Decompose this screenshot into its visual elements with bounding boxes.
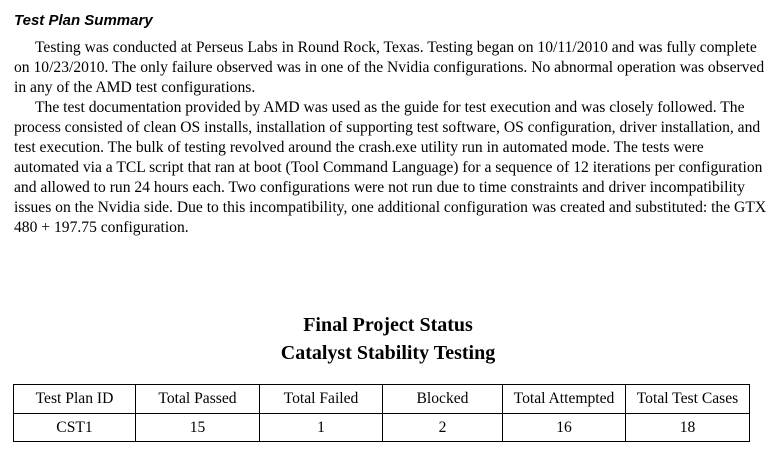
summary-body (14, 38, 769, 238)
status-table (13, 384, 750, 442)
header-blocked: Blocked (383, 385, 503, 414)
summary-paragraph: The test documentation provided by AMD was used as the guide for test execution and was closely followed. The process consisted of clean OS installs, installation of supporting test software, OS configuration, driver installation, and test execution. The bulk of testing revolved around the crash.exe utility run in automated mode. The tests were automated via a TCL script that ran at boot (Tool Command Language) for a sequence of 12 iterations per configuration and allowed to run 24 hours each. Two configurations were not run due to time constraints and driver incompatibility issues on the Nvidia side. Due to this incompatibility, one additional configuration was created and substituted: the GTX 480 + 197.75 configuration. (14, 99, 767, 236)
cell-blocked: 2 (383, 414, 503, 442)
header-total-failed: Total Failed (260, 385, 383, 414)
status-subtitle: Catalyst Stability Testing (280, 342, 496, 364)
table-header-row (14, 385, 750, 414)
table-row (14, 414, 750, 442)
section-heading: Test Plan Summary (14, 12, 153, 29)
cell-total-passed: 15 (136, 414, 260, 442)
summary-paragraph: Testing was conducted at Perseus Labs in Round Rock, Texas. Testing began on 10/11/2010 and was fully complete on 10/23/2010. The only failure observed was in one of the Nvidia configurations. No abnormal operation was observed in any of the AMD test configurations. (14, 39, 765, 96)
status-title: Final Project Status (303, 314, 473, 336)
cell-total-test-cases: 18 (626, 414, 750, 442)
header-total-passed: Total Passed (136, 385, 260, 414)
header-total-attempted: Total Attempted (503, 385, 626, 414)
cell-total-attempted: 16 (503, 414, 626, 442)
cell-test-plan-id: CST1 (14, 414, 136, 442)
header-total-test-cases: Total Test Cases (626, 385, 750, 414)
header-test-plan-id: Test Plan ID (14, 385, 136, 414)
cell-total-failed: 1 (260, 414, 383, 442)
